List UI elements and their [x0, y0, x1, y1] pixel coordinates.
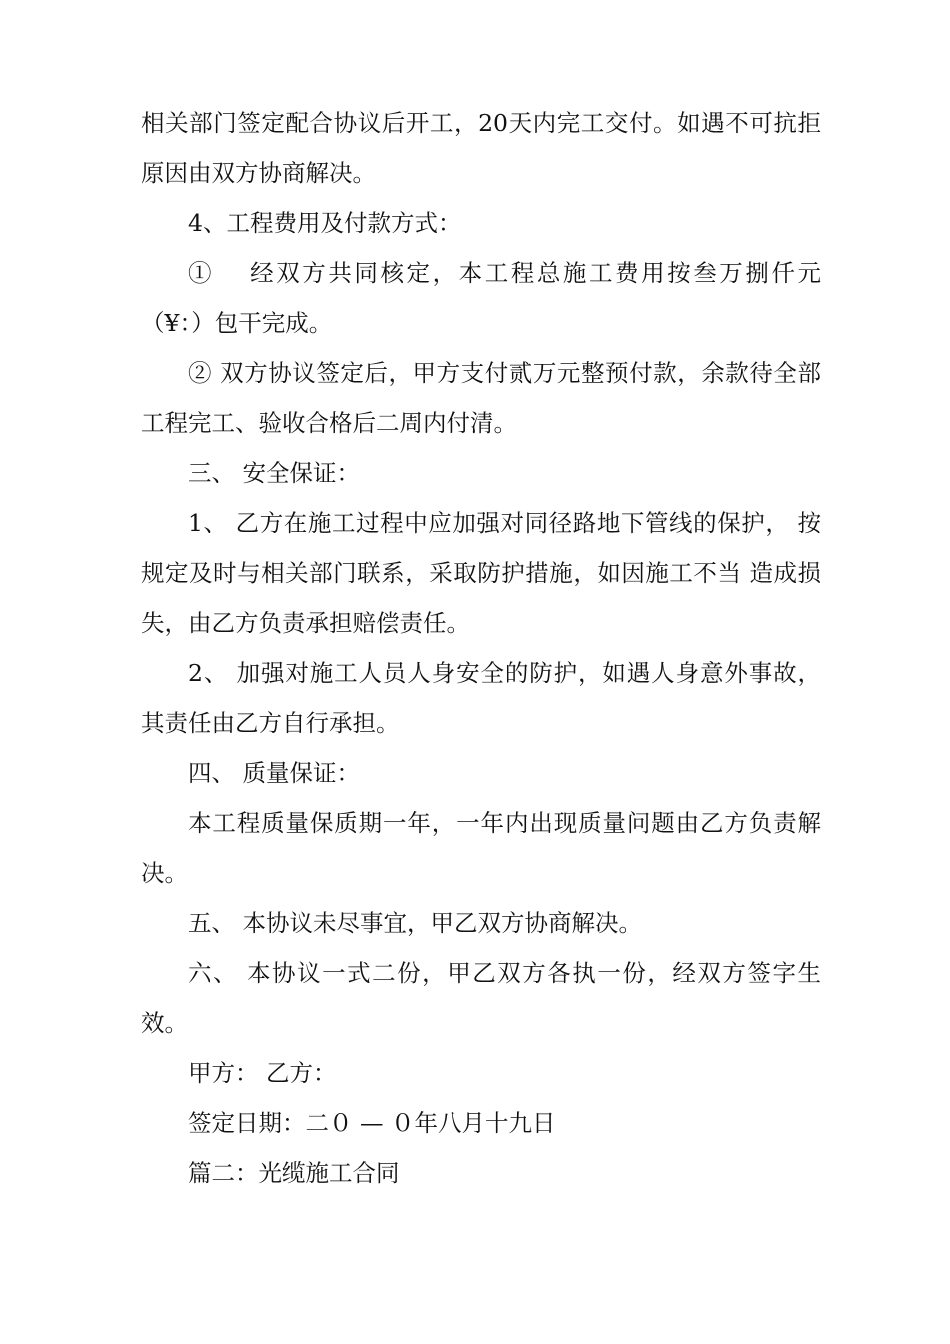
section-quality-heading: 四、 质量保证：	[188, 759, 360, 787]
section-safety-heading: 三、 安全保证：	[188, 459, 360, 487]
paragraph-cost-heading: 4、工程费用及付款方式：	[188, 209, 462, 237]
document-body	[141, 98, 821, 1198]
next-section-title: 篇二：光缆施工合同	[188, 1159, 400, 1187]
paragraph-payment-terms: ② 双方协议签定后，甲方支付贰万元整预付款，余款待全部工程完工、验收合格后二周内付清。	[141, 359, 821, 437]
paragraph-completion-terms: 相关部门签定配合协议后开工，20天内完工交付。如遇不可抗拒原因由双方协商解决。	[141, 109, 821, 187]
paragraph-safety-item-1: 1、 乙方在施工过程中应加强对同径路地下管线的保护， 按规定及时与相关部门联系，采取防护措施，如因施工不当 造成损失，由乙方负责承担赔偿责任。	[141, 509, 821, 637]
section-copies-terms: 六、 本协议一式二份，甲乙双方各执一份，经双方签字生效。	[141, 959, 821, 1037]
signature-parties: 甲方： 乙方：	[188, 1059, 337, 1087]
paragraph-safety-item-2: 2、 加强对施工人员人身安全的防护，如遇人身意外事故，其责任由乙方自行承担。	[141, 659, 821, 737]
paragraph-quality-warranty: 本工程质量保质期一年，一年内出现质量问题由乙方负责解决。	[141, 809, 821, 887]
section-misc-terms: 五、 本协议未尽事宜，甲乙双方协商解决。	[188, 909, 642, 937]
signing-date: 签定日期：二０ — ０年八月十九日	[188, 1109, 556, 1137]
paragraph-cost-total: ① 经双方共同核定，本工程总施工费用按叁万捌仟元（¥：）包干完成。	[141, 259, 821, 337]
